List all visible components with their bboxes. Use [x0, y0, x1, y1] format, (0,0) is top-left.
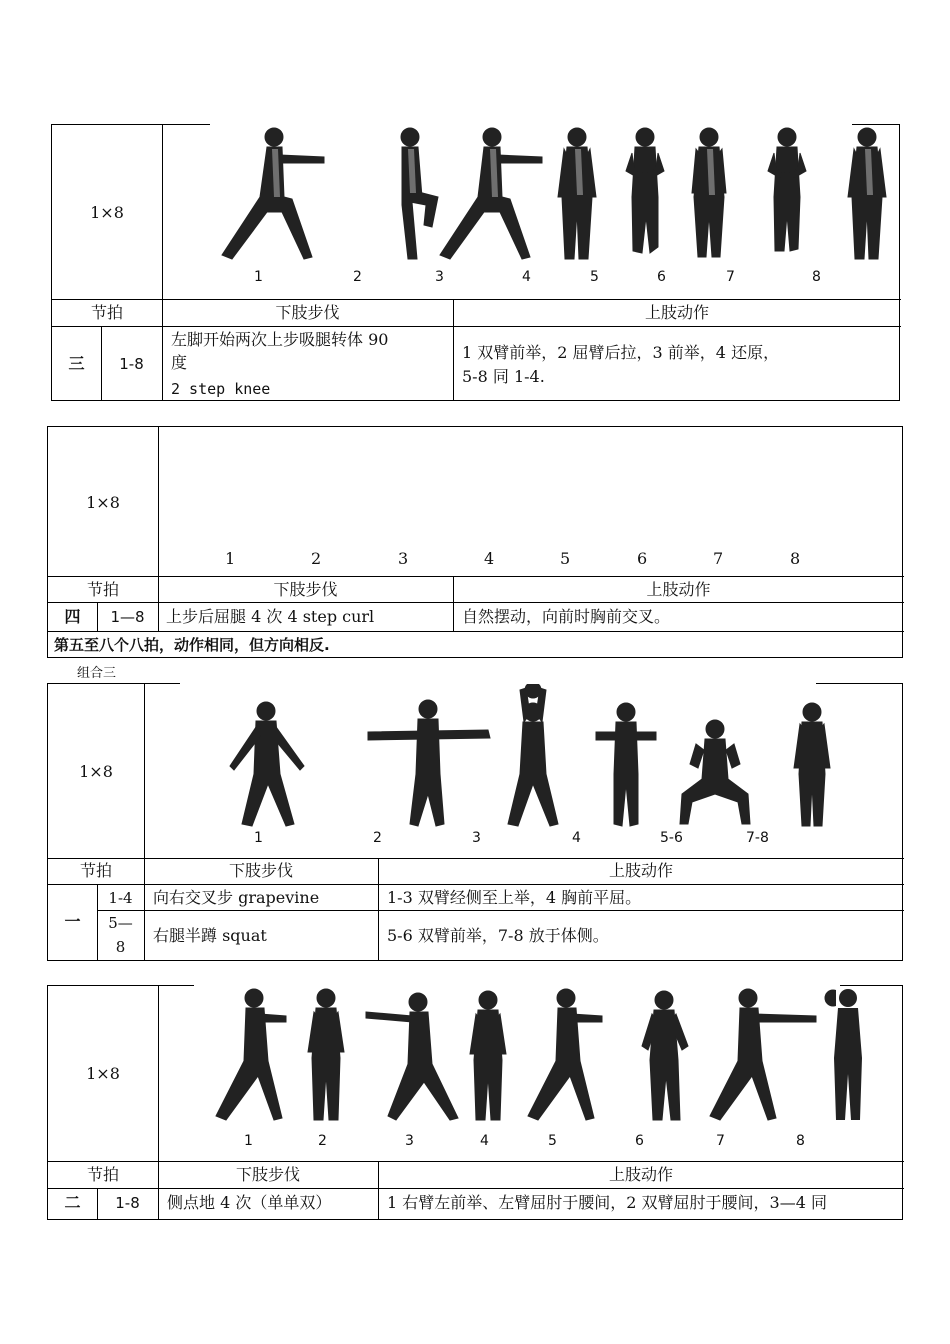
- figure-number-5: 5: [548, 1133, 557, 1149]
- section-number: 三: [68, 354, 85, 373]
- section-number: 四: [64, 607, 81, 626]
- header-upper-limb: 上肢动作: [644, 303, 709, 322]
- exercise-table-1: [51, 124, 900, 401]
- figure-number-8: 8: [796, 1133, 805, 1149]
- figure-number-7: 7: [716, 1133, 725, 1149]
- figure-number-2: 2: [353, 269, 362, 285]
- count-label: 1×8: [86, 493, 120, 512]
- figure-number-1: 1: [225, 549, 236, 568]
- figure-number-3: 3: [472, 830, 481, 846]
- figure-number-5: 5: [590, 269, 599, 285]
- lower-limb-step-line2: 度: [171, 353, 188, 372]
- header-beat: 节拍: [90, 303, 123, 322]
- figure-number-7: 7: [726, 269, 735, 285]
- figure-number-6: 6: [637, 549, 648, 568]
- header-beat: 节拍: [79, 861, 112, 880]
- count-label: 1×8: [79, 762, 113, 781]
- lower-limb-step-line1: 左脚开始两次上步吸腿转体 90: [171, 330, 389, 349]
- figure-number-7: 7: [713, 549, 724, 568]
- lower-limb-step-line3: 2 step knee: [171, 380, 271, 398]
- figure-number-5-6: 5-6: [660, 830, 683, 846]
- figure-number-2: 2: [318, 1133, 327, 1149]
- figure-number-1: 1: [254, 269, 263, 285]
- section-number: 二: [64, 1193, 81, 1212]
- footer-note: 第五至八个八拍，动作相同，但方向相反.: [54, 636, 330, 654]
- figure-number-4: 4: [522, 269, 531, 285]
- exercise-table-4: [47, 985, 903, 1220]
- dancer-sequence-image: [212, 127, 898, 297]
- row2-lower-limb-step: 右腿半蹲 squat: [153, 926, 267, 945]
- header-beat: 节拍: [86, 1165, 119, 1184]
- row-beats: 1-8: [119, 355, 144, 373]
- figure-number-6: 6: [635, 1133, 644, 1149]
- figure-number-8: 8: [790, 549, 801, 568]
- figure-number-1: 1: [244, 1133, 253, 1149]
- movement-figures: [218, 684, 838, 854]
- figure-number-1: 1: [254, 830, 263, 846]
- figure-number-2: 2: [311, 549, 322, 568]
- figure-number-3: 3: [405, 1133, 414, 1149]
- row2-upper-limb-move: 5-6 双臂前举，7-8 放于体侧。: [387, 926, 609, 945]
- figure-number-3: 3: [435, 269, 444, 285]
- count-label: 1×8: [90, 203, 124, 222]
- header-upper-limb: 上肢动作: [646, 580, 711, 599]
- exercise-table-3: [47, 683, 903, 961]
- exercise-table-2: [47, 426, 903, 658]
- upper-limb-move-line1: 1 双臂前举，2 屈臂后拉，3 前举，4 还原，: [462, 343, 780, 362]
- group-label: 组合三: [77, 666, 117, 681]
- figure-number-8: 8: [812, 269, 821, 285]
- header-upper-limb: 上肢动作: [608, 861, 673, 880]
- header-lower-limb: 下肢步伐: [228, 861, 293, 880]
- dancer-sequence-image: [196, 986, 836, 1131]
- row1-lower-limb-step: 向右交叉步 grapevine: [153, 888, 320, 907]
- header-beat: 节拍: [86, 580, 119, 599]
- movement-figures: [196, 986, 836, 1131]
- row2-beats-line1: 5—: [108, 914, 133, 932]
- figure-number-3: 3: [398, 549, 409, 568]
- figure-number-5: 5: [560, 549, 571, 568]
- section-number: 一: [64, 912, 81, 931]
- lower-limb-step: 上步后屈腿 4 次 4 step curl: [166, 607, 375, 626]
- count-label: 1×8: [86, 1064, 120, 1083]
- row1-beats: 1-4: [108, 889, 133, 907]
- header-upper-limb: 上肢动作: [608, 1165, 673, 1184]
- upper-limb-move-line2: 5-8 同 1-4.: [462, 367, 545, 386]
- movement-figure-8: [828, 986, 868, 1131]
- row-beats: 1-8: [115, 1194, 140, 1212]
- upper-limb-move: 1 右臂左前举、左臂屈肘于腰间，2 双臂屈肘于腰间，3—4 同: [387, 1193, 827, 1212]
- movement-figures: [212, 127, 898, 297]
- dancer-figure-8-image: [828, 986, 868, 1131]
- figure-number-4: 4: [572, 830, 581, 846]
- row2-beats-line2: 8: [115, 938, 126, 956]
- header-lower-limb: 下肢步伐: [275, 303, 340, 322]
- figure-number-4: 4: [484, 549, 495, 568]
- header-lower-limb: 下肢步伐: [235, 1165, 300, 1184]
- figure-number-2: 2: [373, 830, 382, 846]
- upper-limb-move: 自然摆动，向前时胸前交叉。: [462, 607, 671, 626]
- figure-number-7-8: 7-8: [746, 830, 769, 846]
- figure-number-6: 6: [657, 269, 666, 285]
- header-lower-limb: 下肢步伐: [273, 580, 338, 599]
- dancer-sequence-image: [218, 684, 838, 854]
- figure-number-4: 4: [480, 1133, 489, 1149]
- row1-upper-limb-move: 1-3 双臂经侧至上举，4 胸前平屈。: [387, 888, 642, 907]
- row-beats: 1—8: [110, 608, 145, 626]
- lower-limb-step: 侧点地 4 次（单单双）: [167, 1193, 332, 1212]
